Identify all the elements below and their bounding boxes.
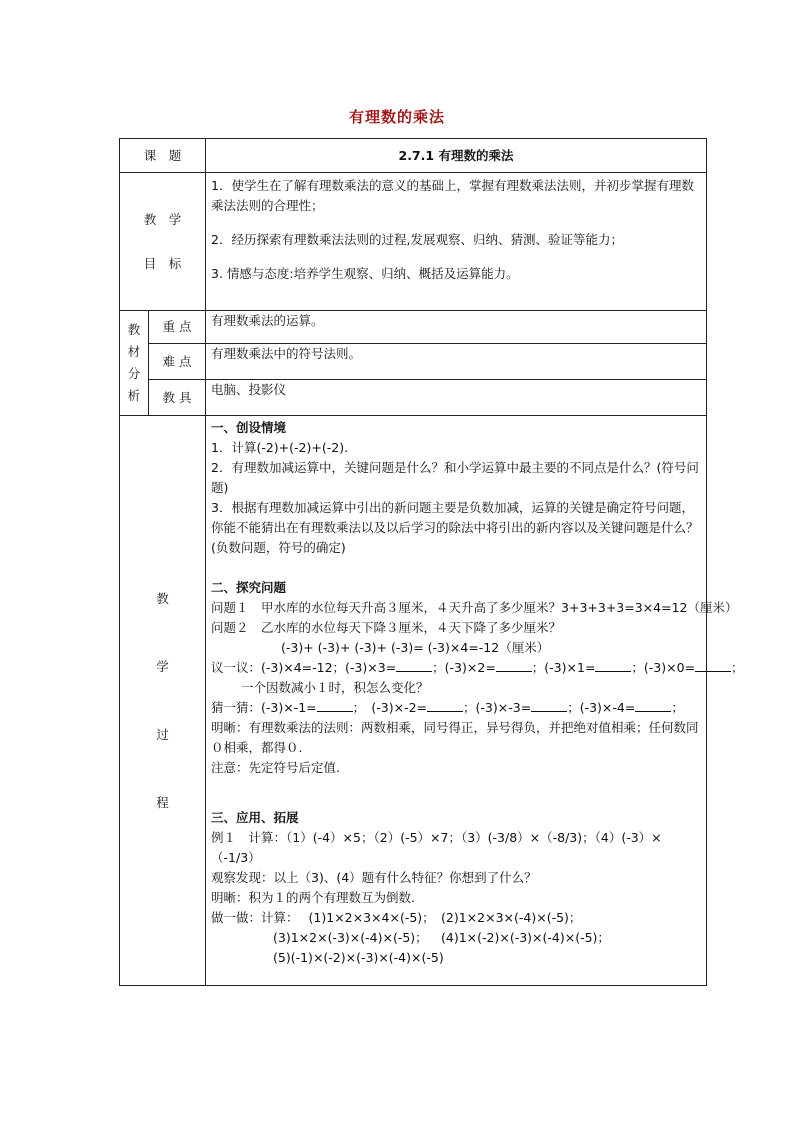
- exercise-row: [211, 908, 701, 928]
- problem-2: 问题２ 乙水库的水位每天下降３厘米，４天下降了多少厘米？: [211, 620, 562, 635]
- analysis-row-tools: [120, 380, 707, 416]
- process-char: 程: [156, 794, 169, 810]
- guess-line: [211, 698, 701, 718]
- discuss-text: ；(-3)×0=: [631, 660, 696, 675]
- guess-text: ； (-3)×-2=: [352, 700, 428, 715]
- spacer: [211, 558, 701, 578]
- topic-label: 课 题: [120, 139, 206, 173]
- answer-blank: [635, 699, 671, 712]
- answer-blank: [695, 659, 731, 672]
- difficulty-value: 有理数乘法中的符号法则。: [206, 344, 707, 380]
- objectives-label-line1: 教 学: [143, 211, 182, 227]
- objectives-label: [120, 173, 206, 311]
- guess-text: ；: [671, 700, 684, 715]
- answer-blank: [531, 699, 567, 712]
- section2-title: 二、探究问题: [211, 580, 287, 595]
- discuss-text: ；(-3)×2=: [432, 660, 496, 675]
- key-point-label: 重 点: [149, 311, 206, 344]
- document-title: 有理数的乘法: [348, 108, 445, 126]
- analysis-group-label: [120, 311, 149, 416]
- difficulty-label: 难 点: [149, 344, 206, 380]
- section1-q1: 1．计算(-2)+(-2)+(-2).: [211, 440, 349, 455]
- section1-title: 一、创设情境: [211, 420, 287, 435]
- problem-1: 问题１ 甲水库的水位每天升高３厘米，４天升高了多少厘米？3+3+3+3=3×4=12（厘米）: [211, 600, 738, 615]
- answer-blank: [496, 659, 532, 672]
- process-char: 学: [156, 658, 169, 674]
- objective-item: 2．经历探索有理数乘法法则的过程,发展观察、归纳、猜测、验证等能力；: [211, 232, 623, 247]
- guess-text: 猜一猜：(-3)×-1=: [211, 700, 317, 715]
- answer-blank: [317, 699, 353, 712]
- discuss-text: ；: [731, 660, 744, 675]
- answer-blank: [595, 659, 631, 672]
- objective-item: 1．使学生在了解有理数乘法的意义的基础上，掌握有理数乘法法则，并初步掌握有理数乘法法则的合理性；: [211, 178, 694, 213]
- multiplication-rule: 明晰：有理数乘法的法则：两数相乘，同号得正，异号得负，并把绝对值相乘；任何数同０相乘，都得０.: [211, 720, 699, 755]
- answer-blank: [427, 699, 463, 712]
- tools-label: 教 具: [149, 380, 206, 416]
- key-point-value: 有理数乘法的运算。: [206, 311, 707, 344]
- clarify: 明晰：积为１的两个有理数互为倒数.: [211, 890, 415, 905]
- exercise-item: (2)1×2×3×(-4)×(-5)；: [441, 910, 582, 925]
- note: 注意：先定符号后定值.: [211, 760, 340, 775]
- guess-text: ；(-3)×-3=: [463, 700, 532, 715]
- process-content: [206, 416, 744, 986]
- analysis-char: 分: [127, 366, 141, 381]
- tools-value: 电脑、投影仪: [206, 380, 707, 416]
- topic-row: [120, 139, 707, 173]
- process-row: [120, 416, 707, 986]
- discuss-text: 议一议：(-3)×4=-12；(-3)×3=: [211, 660, 397, 675]
- example-1: 例１ 计算：（1）(-4）×5；（2）(-5）×7；（3）(-3/8）×（-8/3)；（4）(-3）×（-1/3）: [211, 830, 662, 865]
- discuss-text: ；(-3)×1=: [531, 660, 596, 675]
- objective-item: 3. 情感与态度:培养学生观察、归纳、概括及运算能力。: [211, 266, 519, 281]
- exercise-label-cell: [211, 908, 441, 928]
- exercise-item: (3)1×2×(-3)×(-4)×(-5)；: [273, 930, 428, 945]
- problem-2-equation: (-3)+ (-3)+ (-3)+ (-3)= (-3)×4=-12（厘米）: [281, 640, 550, 655]
- analysis-char: 教: [127, 322, 141, 337]
- analysis-row-difficulty: [120, 344, 707, 380]
- exercise-label: 做一做：计算：: [211, 910, 299, 925]
- observe: 观察发现：以上（3)、(4）题有什么特征？你想到了什么？: [211, 870, 537, 885]
- objectives-row: [120, 173, 707, 311]
- answer-blank: [396, 659, 432, 672]
- section1-q3: 3．根据有理数加减运算中引出的新问题主要是负数加减，运算的关键是确定符号问题，你能不能猜出在有理数乘法以及以后学习的除法中将引出的新内容以及关键问题是什么？(负数问题，符号的确定): [211, 500, 699, 555]
- analysis-char: 析: [127, 388, 141, 403]
- lesson-plan-table: [119, 138, 744, 986]
- exercise-item: (5)(-1)×(-2)×(-3)×(-4)×(-5): [273, 950, 444, 965]
- objectives-content: [206, 173, 707, 311]
- topic-value: 2.7.1 有理数的乘法: [206, 139, 707, 173]
- exercise-item: (1)1×2×3×4×(-5)；: [308, 910, 435, 925]
- process-char: 过: [156, 726, 169, 742]
- discuss-line: [211, 658, 744, 678]
- objectives-label-line2: 目 标: [143, 255, 182, 271]
- process-label: [120, 416, 206, 986]
- analysis-row-key: [120, 311, 707, 344]
- exercise-item: (4)1×(-2)×(-3)×(-4)×(-5)；: [441, 930, 610, 945]
- guess-text: ；(-3)×-4=: [567, 700, 636, 715]
- analysis-char: 材: [127, 344, 141, 359]
- section1-q2: 2．有理数加减运算中，关键问题是什么？和小学运算中最主要的不同点是什么？(符号问题): [211, 460, 699, 495]
- spacer: [211, 778, 701, 808]
- exercise-row: [211, 928, 701, 948]
- section3-title: 三、应用、拓展: [211, 810, 299, 825]
- process-char: 教: [156, 590, 169, 606]
- factor-change-question: 一个因数减小１时，积怎么变化？: [241, 680, 429, 695]
